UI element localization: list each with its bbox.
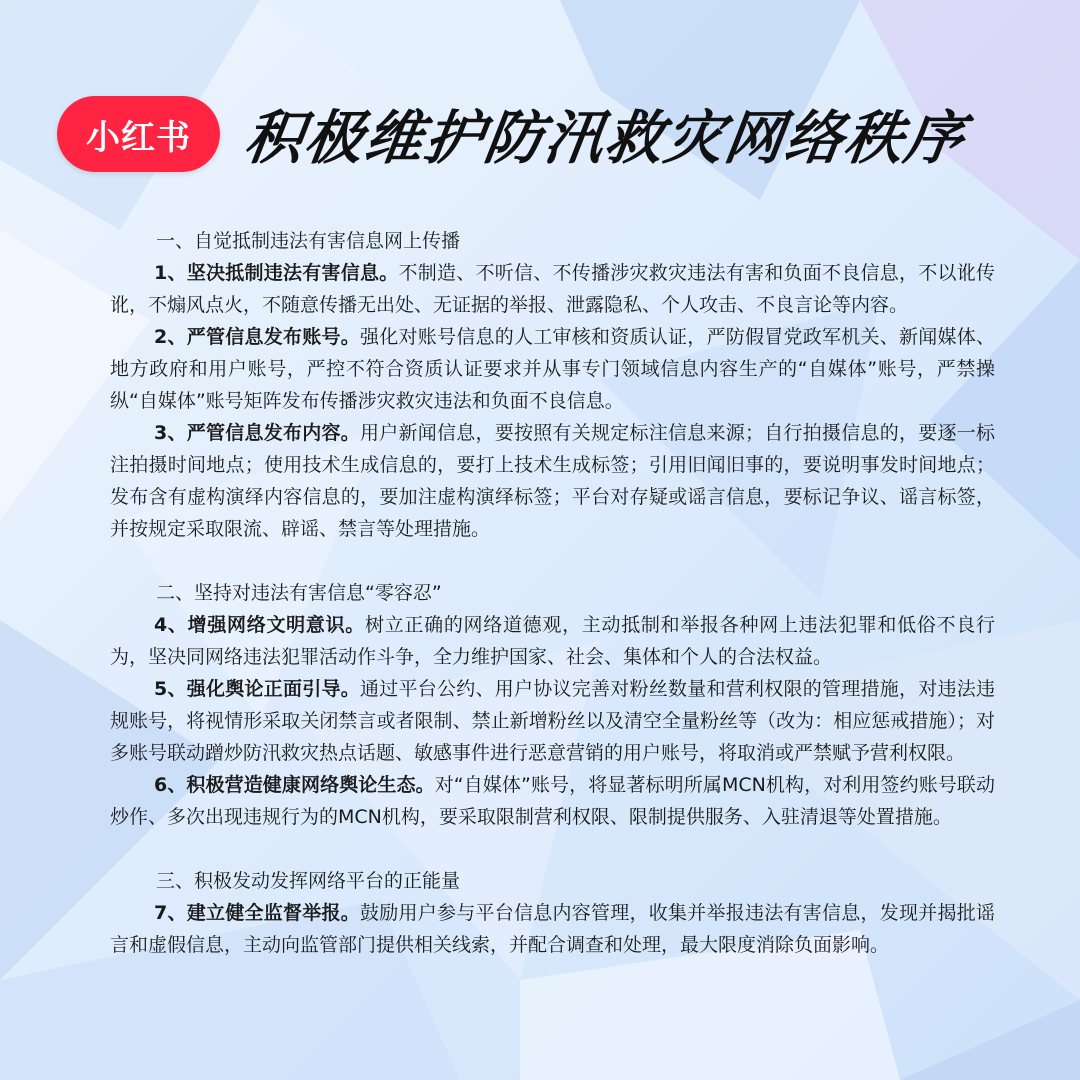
list-item xyxy=(110,609,995,673)
item-body: 用户新闻信息，要按照有关规定标注信息来源；自行拍摄信息的，要逐一标注拍摄时间地点；使用技术生成信息的，要打上技术生成标签；引用旧闻旧事的，要说明事发时间地点；发布含有虚构演绎内容信息的，要加注虚构演绎标签；平台对存疑或谣言信息，要标记争议、谣言标签，并按规定采取限流、辟谣、禁言等处理措施。 xyxy=(110,422,995,540)
logo-text: 小红书 xyxy=(86,117,191,158)
list-item xyxy=(110,321,995,417)
item-lead: 2、严管信息发布账号。 xyxy=(154,326,360,348)
article-body xyxy=(110,225,995,961)
list-item xyxy=(110,417,995,545)
section-heading: 二、坚持对违法有害信息“零容忍” xyxy=(156,582,442,604)
list-item xyxy=(110,673,995,769)
item-lead: 5、强化舆论正面引导。 xyxy=(154,678,360,700)
item-body: 通过平台公约、用户协议完善对粉丝数量和营利权限的管理措施，对违法违规账号，将视情形采取关闭禁言或者限制、禁止新增粉丝以及清空全量粉丝等（改为：相应惩戒措施）；对多账号联动蹭炒防汛救灾热点话题、敏感事件进行恶意营销的用户账号，将取消或严禁赋予营利权限。 xyxy=(110,678,995,764)
item-body: 树立正确的网络道德观，主动抵制和举报各种网上违法犯罪和低俗不良行为，坚决同网络违法犯罪活动作斗争，全力维护国家、社会、集体和个人的合法权益。 xyxy=(110,614,995,668)
item-lead: 6、积极营造健康网络舆论生态。 xyxy=(154,774,435,796)
list-item xyxy=(110,897,995,961)
item-lead: 7、建立健全监督举报。 xyxy=(154,902,360,924)
item-body: 强化对账号信息的人工审核和资质认证，严防假冒党政军机关、新闻媒体、地方政府和用户账号，严控不符合资质认证要求并从事专门领域信息内容生产的“自媒体”账号，严禁操纵“自媒体”账号矩阵发布传播涉灾救灾违法和负面不良信息。 xyxy=(110,326,995,412)
item-body: 对“自媒体”账号，将显著标明所属MCN机构，对利用签约账号联动炒作、多次出现违规行为的MCN机构，要采取限制营利权限、限制提供服务、入驻清退等处置措施。 xyxy=(110,774,995,828)
page-title: 积极维护防汛救灾网络秩序 xyxy=(240,104,970,172)
list-item xyxy=(110,769,995,833)
section-spacer xyxy=(110,545,995,577)
item-lead: 1、坚决抵制违法有害信息。 xyxy=(154,262,399,284)
section-heading: 一、自觉抵制违法有害信息网上传播 xyxy=(156,230,461,252)
item-body: 不制造、不听信、不传播涉灾救灾违法有害和负面不良信息，不以讹传讹，不煽风点火，不随意传播无出处、无证据的举报、泄露隐私、个人攻击、不良言论等内容。 xyxy=(110,262,995,316)
list-item xyxy=(110,257,995,321)
section-spacer xyxy=(110,833,995,865)
item-body: 鼓励用户参与平台信息内容管理，收集并举报违法有害信息，发现并揭批谣言和虚假信息，主动向监管部门提供相关线索，并配合调查和处理，最大限度消除负面影响。 xyxy=(110,902,995,956)
section-heading: 三、积极发动发挥网络平台的正能量 xyxy=(156,870,461,892)
xiaohongshu-logo xyxy=(57,96,220,172)
item-lead: 4、增强网络文明意识。 xyxy=(154,614,366,636)
item-lead: 3、严管信息发布内容。 xyxy=(154,422,360,444)
